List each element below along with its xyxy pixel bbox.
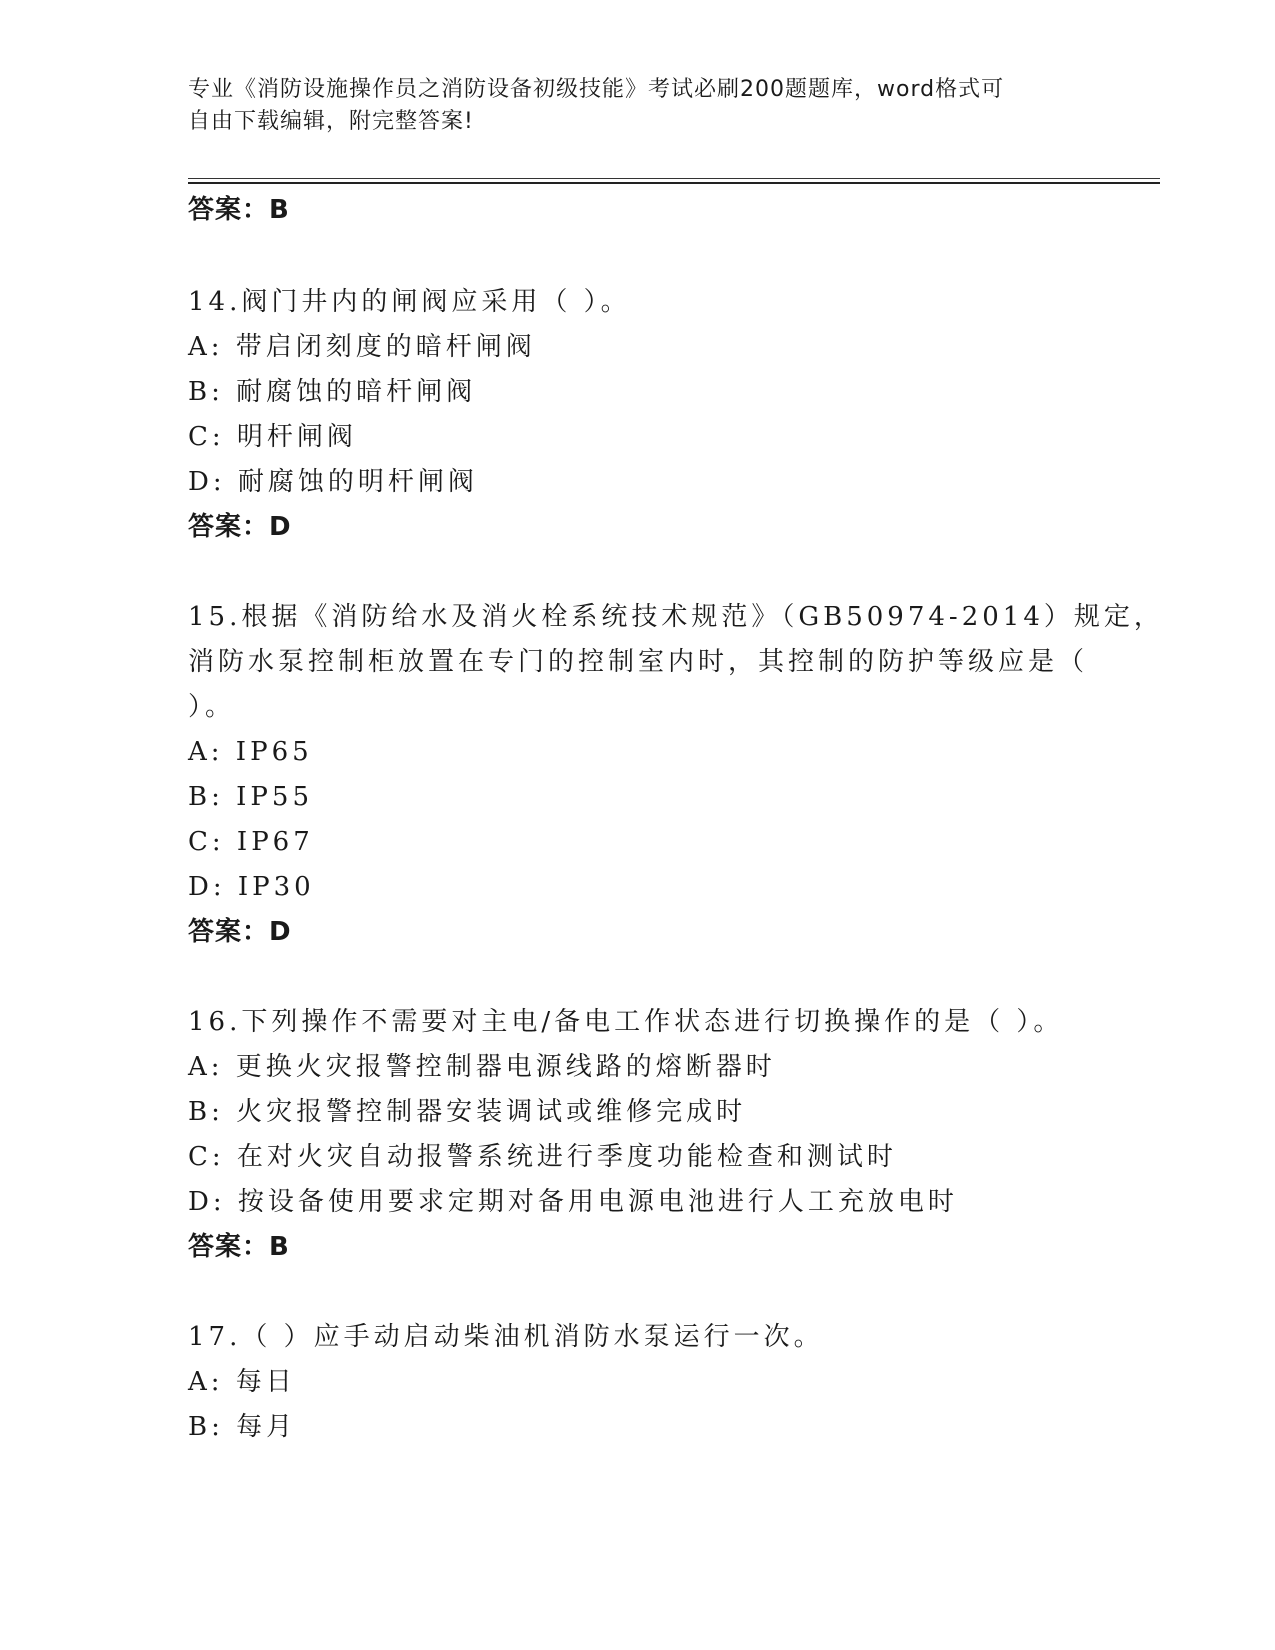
option-a: A: IP65 <box>188 737 313 767</box>
option-b: B: 耐腐蚀的暗杆闸阀 <box>188 377 477 407</box>
answer: 答案：D <box>188 512 292 542</box>
option-a: A: 更换火灾报警控制器电源线路的熔断器时 <box>188 1052 776 1082</box>
option-d: D: 按设备使用要求定期对备用电源电池进行人工充放电时 <box>188 1187 958 1217</box>
answer: 答案：B <box>188 1232 290 1262</box>
document-header <box>188 74 1068 138</box>
header-line-2: 自由下载编辑，附完整答案! <box>188 109 474 134</box>
option-b: B: IP55 <box>188 782 313 812</box>
header-divider-thick <box>188 182 1160 184</box>
answer-previous: 答案：B <box>188 195 290 225</box>
option-c: C: IP67 <box>188 827 314 857</box>
question-stem: 16.下列操作不需要对主电/备电工作状态进行切换操作的是（ ）。 <box>188 1007 1064 1037</box>
option-b: B: 每月 <box>188 1412 297 1442</box>
question-stem: 消防水泵控制柜放置在专门的控制室内时，其控制的防护等级应是（ <box>188 647 1089 677</box>
question-stem: ）。 <box>188 692 236 722</box>
question-stem: 15.根据《消防给水及消火栓系统技术规范》（GB50974-2014）规定， <box>188 602 1164 632</box>
question-stem: 14.阀门井内的闸阀应采用（ ）。 <box>188 287 631 317</box>
option-d: D: 耐腐蚀的明杆闸阀 <box>188 467 478 497</box>
option-b: B: 火灾报警控制器安装调试或维修完成时 <box>188 1097 747 1127</box>
header-line-1: 专业《消防设施操作员之消防设备初级技能》考试必刷200题题库，word格式可 <box>188 77 1005 102</box>
header-divider-thin <box>188 178 1160 179</box>
option-a: A: 带启闭刻度的暗杆闸阀 <box>188 332 536 362</box>
question-stem: 17.（ ）应手动启动柴油机消防水泵运行一次。 <box>188 1322 824 1352</box>
option-a: A: 每日 <box>188 1367 296 1397</box>
answer: 答案：D <box>188 917 292 947</box>
option-c: C: 明杆闸阀 <box>188 422 357 452</box>
option-d: D: IP30 <box>188 872 315 902</box>
option-c: C: 在对火灾自动报警系统进行季度功能检查和测试时 <box>188 1142 897 1172</box>
